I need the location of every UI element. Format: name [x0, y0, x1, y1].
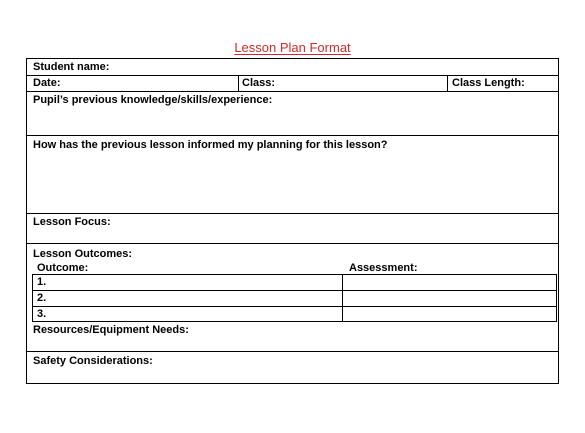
page-title: Lesson Plan Format — [234, 40, 351, 55]
class-label: Class: — [242, 77, 276, 89]
outcome-row-3: 3. — [37, 308, 47, 320]
divider — [33, 290, 556, 291]
lesson-outcomes-label: Lesson Outcomes: — [33, 248, 133, 260]
divider — [33, 306, 556, 307]
divider — [27, 243, 558, 244]
safety-label: Safety Considerations: — [33, 355, 153, 367]
lesson-plan-form — [26, 58, 559, 384]
divider — [447, 75, 448, 91]
outcome-row-2: 2. — [37, 292, 47, 304]
divider — [238, 75, 239, 91]
date-label: Date: — [33, 77, 61, 89]
divider — [27, 135, 558, 136]
resources-label: Resources/Equipment Needs: — [33, 324, 189, 336]
lesson-focus-label: Lesson Focus: — [33, 216, 111, 228]
outcome-row-1: 1. — [37, 276, 47, 288]
student-name-label: Student name: — [33, 61, 110, 73]
divider — [342, 275, 343, 321]
divider — [27, 91, 558, 92]
outcomes-table — [32, 274, 557, 322]
previous-lesson-label: How has the previous lesson informed my planning for this lesson? — [33, 139, 388, 151]
outcome-header: Outcome: — [37, 262, 89, 274]
divider — [27, 351, 558, 352]
class-length-label: Class Length: — [452, 77, 525, 89]
previous-knowledge-label: Pupil’s previous knowledge/skills/experience: — [33, 94, 273, 106]
divider — [27, 75, 558, 76]
assessment-header: Assessment: — [349, 262, 418, 274]
divider — [27, 213, 558, 214]
